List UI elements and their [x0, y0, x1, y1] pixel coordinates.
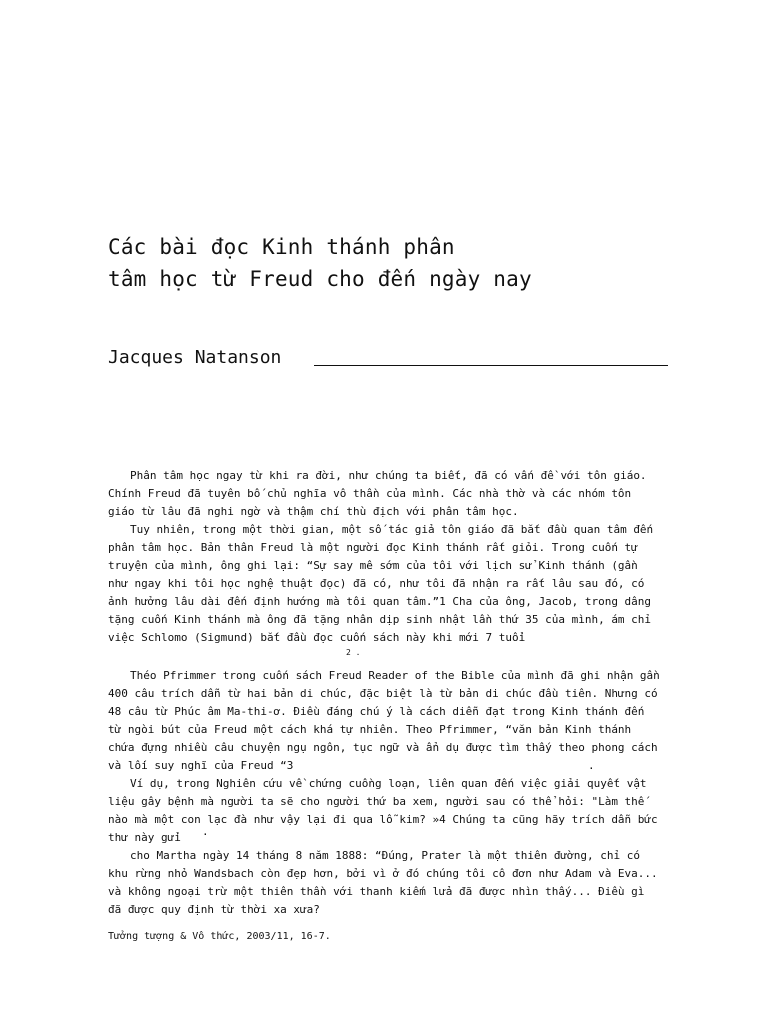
paragraph-3-line-1: Théo Pfrimmer trong cuốn sách Freud Reader of the Bible của mình đã ghi nhận gần — [130, 669, 660, 682]
paragraph-2-line-7: việc Schlomo (Sigmund) bắt đầu đọc cuốn sách này khi mới 7 tuổi — [108, 631, 526, 644]
paragraph-5-line-4: đã được quy định từ thời xa xưa? — [108, 903, 320, 916]
paragraph-2-line-1: Tuy nhiên, trong một thời gian, một số tác giả tôn giáo đã bắt đầu quan tâm đến — [130, 523, 654, 536]
paragraph-4-line-4 — [108, 829, 668, 847]
paragraph-3-line-3: 48 câu từ Phúc âm Ma-thi-ơ. Điều đáng chú ý là cách diễn đạt trong Kinh thánh đến — [108, 705, 645, 718]
trailing-dot: . — [588, 759, 595, 772]
paragraph-2-line-2: phân tâm học. Bản thân Freud là một người đọc Kinh thánh rất giỏi. Trong cuốn tự — [108, 541, 638, 554]
body-text — [108, 467, 668, 919]
paragraph-3-line-4: từ ngòi bút của Freud một cách khá tự nhiên. Theo Pfrimmer, “văn bản Kinh thánh — [108, 723, 632, 736]
paragraph-3-line-2: 400 câu trích dẫn từ hai bản di chúc, đặc biệt là từ bản di chúc đầu tiên. Nhưng có — [108, 687, 658, 700]
paragraph-4-last-text: thư này gửi — [108, 831, 181, 844]
paragraph-4-line-1: Ví dụ, trong Nghiên cứu về chứng cuồng loạn, liên quan đến việc giải quyết vật — [130, 777, 647, 790]
paragraph-4-line-3: nào mà một con lạc đà như vậy lại đi qua lỗ kim? »4 Chúng ta cũng hãy trích dẫn bức — [108, 813, 658, 826]
paragraph-2-line-4: như ngay khi tôi học nghệ thuật đọc) đã có, như tôi đã nhận ra rất lâu sau đó, có — [108, 577, 645, 590]
footnote-reference-2 — [108, 647, 668, 663]
trailing-dot: · — [202, 828, 209, 841]
paragraph-2-line-3: truyện của mình, ông ghi lại: “Sự say mê sớm của tôi với lịch sử Kinh thánh (gần — [108, 559, 638, 572]
author-name: Jacques Natanson — [108, 347, 282, 368]
title-line-1: Các bài đọc Kinh thánh phân — [108, 235, 455, 259]
document-title — [108, 231, 532, 295]
footnote-number: 2 — [346, 648, 351, 657]
paragraph-3-line-5: chứa đựng nhiều câu chuyện ngụ ngôn, tục ngữ và ẩn dụ được tìm thấy theo phong cách — [108, 741, 658, 754]
footnote-dot: . — [355, 648, 361, 657]
title-line-2: tâm học từ Freud cho đến ngày nay — [108, 267, 532, 291]
footnote-text: Tưởng tượng & Vô thức, 2003/11, 16-7. — [108, 931, 331, 942]
paragraph-1-line-3: giáo từ lâu đã nghi ngờ và thậm chí thù địch với phân tâm học. — [108, 505, 519, 518]
paragraph-1-line-2: Chính Freud đã tuyên bố chủ nghĩa vô thần của mình. Các nhà thờ và các nhóm tôn — [108, 487, 632, 500]
paragraph-5-line-3: và không ngoại trừ một thiên thần với thanh kiếm lửa đã được nhìn thấy... Điều gì — [108, 885, 645, 898]
paragraph-3-line-6 — [108, 757, 668, 775]
paragraph-2-line-6: tặng cuốn Kinh thánh mà ông đã tặng nhân dịp sinh nhật lần thứ 35 của mình, ám chỉ — [108, 613, 652, 626]
paragraph-5-line-2: khu rừng nhỏ Wandsbach còn đẹp hơn, bởi vì ở đó chúng tôi cô đơn như Adam và Eva... — [108, 867, 658, 880]
author-row — [108, 346, 668, 372]
author-underline — [314, 365, 668, 366]
paragraph-3-last-text: và lối suy nghĩ của Freud “3 — [108, 759, 294, 772]
paragraph-4-line-2: liệu gây bệnh mà người ta sẽ cho người thứ ba xem, người sau có thể hỏi: "Làm thế — [108, 795, 645, 808]
paragraph-5-line-1: cho Martha ngày 14 tháng 8 năm 1888: “Đúng, Prater là một thiên đường, chỉ có — [130, 849, 640, 862]
paragraph-2-line-5: ảnh hưởng lâu dài đến định hướng mà tôi quan tâm.”1 Cha của ông, Jacob, trong dâng — [108, 595, 652, 608]
paragraph-1-line-1: Phân tâm học ngay từ khi ra đời, như chúng ta biết, đã có vấn đề với tôn giáo. — [130, 469, 647, 482]
